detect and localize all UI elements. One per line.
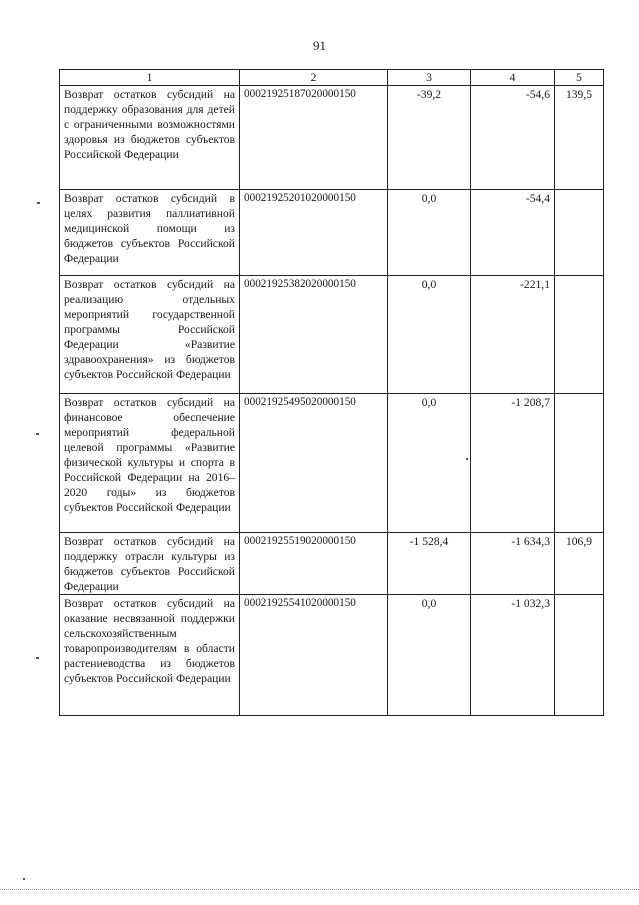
row-code: 00021925519020000150 [240, 533, 388, 595]
scan-speck [36, 657, 39, 659]
scan-speck [23, 878, 25, 880]
table-header-row [60, 70, 604, 86]
row-description: Возврат остатков субсидий в целях развития паллиативной медицинской помощи из бюджетов субъектов Российской Федерации [60, 190, 240, 276]
scan-speck [37, 202, 40, 204]
table-row [60, 595, 604, 716]
table-row [60, 394, 604, 533]
row-code: 00021925382020000150 [240, 276, 388, 394]
row-value-col5 [555, 394, 604, 533]
row-value-col5: 139,5 [555, 86, 604, 190]
scan-speck [36, 433, 39, 435]
row-description: Возврат остатков субсидий на поддержку отрасли культуры из бюджетов субъектов Российской Федерации [60, 533, 240, 595]
row-value-col3: 0,0 [388, 276, 471, 394]
row-value-col4: -54,4 [471, 190, 555, 276]
row-value-col3: -39,2 [388, 86, 471, 190]
budget-table [59, 69, 604, 716]
column-header: 5 [555, 70, 604, 86]
row-value-col4: -1 032,3 [471, 595, 555, 716]
row-value-col3: 0,0 [388, 595, 471, 716]
row-code: 00021925187020000150 [240, 86, 388, 190]
scan-speck [466, 458, 468, 460]
row-value-col5 [555, 190, 604, 276]
page-number: 91 [313, 38, 326, 53]
row-value-col4: -1 634,3 [471, 533, 555, 595]
row-code: 00021925495020000150 [240, 394, 388, 533]
row-description: Возврат остатков субсидий на оказание несвязанной поддержки сельскохозяйственным товаропроизводителям в области растениеводства из бюджетов субъектов Российской Федерации [60, 595, 240, 716]
row-value-col3: -1 528,4 [388, 533, 471, 595]
row-value-col5: 106,9 [555, 533, 604, 595]
row-description: Возврат остатков субсидий на финансовое обеспечение мероприятий федеральной целевой программы «Развитие физической культуры и спорта в Российской Федерации на 2016–2020 годы» из бюджетов субъектов Российской Федерации [60, 394, 240, 533]
row-description: Возврат остатков субсидий на поддержку образования для детей с ограниченными возможностями здоровья из бюджетов субъектов Российской Федерации [60, 86, 240, 190]
column-header: 4 [471, 70, 555, 86]
table-row [60, 86, 604, 190]
table-row [60, 276, 604, 394]
table-row [60, 190, 604, 276]
row-code: 00021925201020000150 [240, 190, 388, 276]
table-row [60, 533, 604, 595]
row-value-col5 [555, 276, 604, 394]
scan-bottom-edge [0, 889, 639, 890]
row-description: Возврат остатков субсидий на реализацию отдельных мероприятий государственной программы Российской Федерации «Развитие здравоохранения» из бюджетов субъектов Российской Федерации [60, 276, 240, 394]
column-header: 2 [240, 70, 388, 86]
column-header: 1 [60, 70, 240, 86]
row-code: 00021925541020000150 [240, 595, 388, 716]
row-value-col4: -221,1 [471, 276, 555, 394]
row-value-col3: 0,0 [388, 394, 471, 533]
column-header: 3 [388, 70, 471, 86]
row-value-col5 [555, 595, 604, 716]
row-value-col3: 0,0 [388, 190, 471, 276]
row-value-col4: -1 208,7 [471, 394, 555, 533]
row-value-col4: -54,6 [471, 86, 555, 190]
